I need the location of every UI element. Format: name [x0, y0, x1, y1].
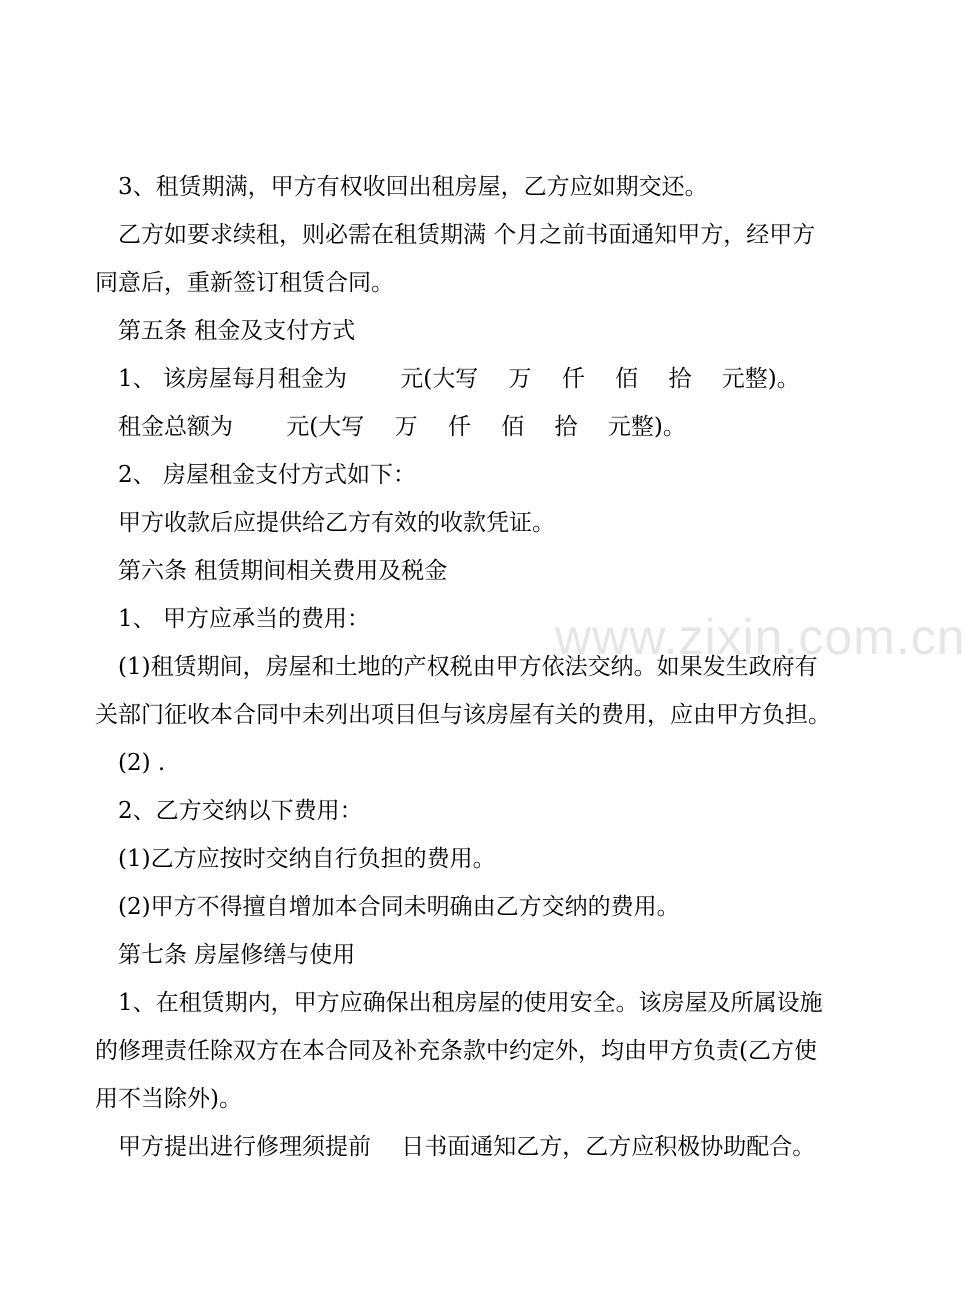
clause-3-lease-expiry: 3、租赁期满，甲方有权收回出租房屋，乙方应如期交还。: [118, 174, 708, 200]
payment-method-line: 2、 房屋租金支付方式如下：: [118, 462, 416, 488]
receipt-line: 甲方收款后应提供给乙方有效的收款凭证。: [118, 510, 555, 536]
tenant-fee-1: (1)乙方应按时交纳自行负担的费用。: [118, 846, 496, 872]
total-rent-line: 租金总额为 元(大写 万 仟 佰 拾 元整)。: [118, 414, 686, 440]
renewal-notice-line-1: 乙方如要求续租，则必需在租赁期满 个月之前书面通知甲方，经甲方: [118, 222, 816, 248]
repair-notice-line: 甲方提出进行修理须提前 日书面通知乙方，乙方应积极协助配合。: [118, 1134, 816, 1160]
repair-clause-line-3: 用不当除外)。: [95, 1086, 242, 1112]
article-7-heading: 第七条 房屋修缮与使用: [118, 942, 356, 968]
watermark: www.zixin.com.cn: [555, 609, 966, 665]
landlord-fees-heading: 1、 甲方应承当的费用：: [118, 606, 370, 632]
article-5-heading: 第五条 租金及支付方式: [118, 318, 356, 344]
article-6-heading: 第六条 租赁期间相关费用及税金: [118, 558, 448, 584]
tenant-fee-2: (2)甲方不得擅自增加本合同未明确由乙方交纳的费用。: [118, 894, 680, 920]
landlord-fee-1-line-2: 关部门征收本合同中未列出项目但与该房屋有关的费用，应由甲方负担。: [95, 702, 831, 728]
landlord-fee-2: (2) .: [118, 750, 166, 776]
renewal-notice-line-2: 同意后，重新签订租赁合同。: [95, 270, 394, 296]
monthly-rent-line: 1、 该房屋每月租金为 元(大写 万 仟 佰 拾 元整)。: [118, 366, 800, 392]
landlord-fee-1-line-1: (1)租赁期间，房屋和土地的产权税由甲方依法交纳。如果发生政府有: [118, 654, 818, 680]
repair-clause-line-2: 的修理责任除双方在本合同及补充条款中约定外，均由甲方负责(乙方使: [95, 1038, 817, 1064]
tenant-fees-heading: 2、乙方交纳以下费用：: [118, 798, 363, 824]
repair-clause-line-1: 1、在租赁期内，甲方应确保出租房屋的使用安全。该房屋及所属设施: [118, 990, 823, 1016]
